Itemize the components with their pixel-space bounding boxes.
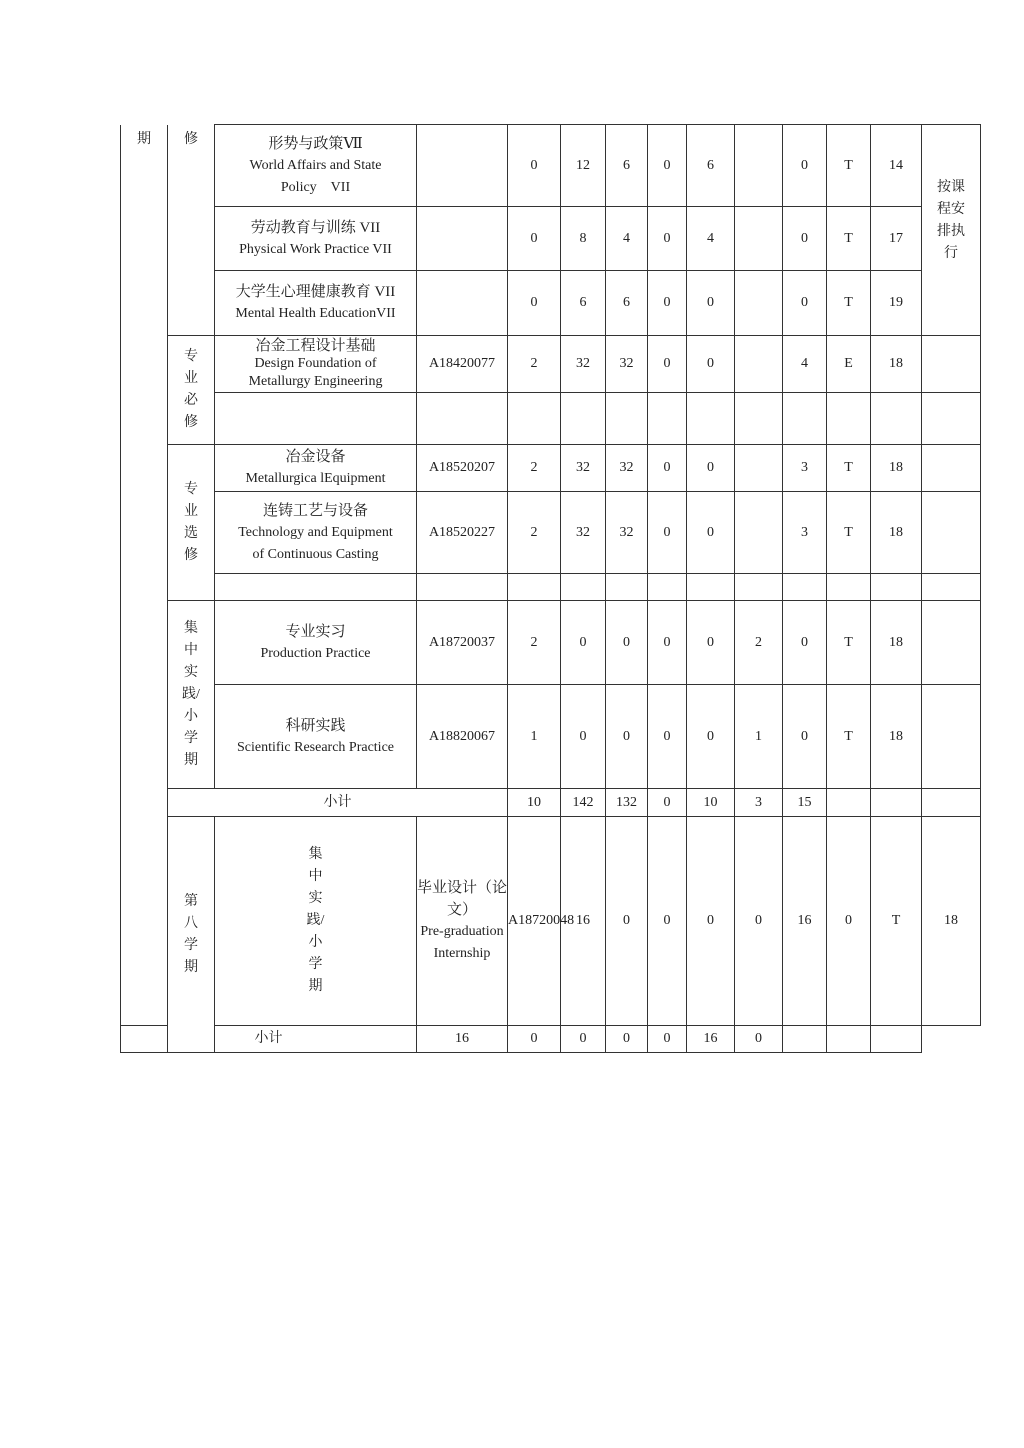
total-hours: 12 — [561, 125, 606, 207]
semester8-cell: 第 八 学 期 — [168, 817, 215, 1053]
credits: 2 — [508, 445, 561, 492]
total-hours: 0 — [606, 817, 648, 1026]
subtotal-lecture-hours: 132 — [606, 789, 648, 817]
course-name: 冶金工程设计基础 Design Foundation of Metallurgy Engineering — [215, 336, 417, 393]
weeks: 18 — [871, 685, 922, 789]
practice-hours: 0 — [687, 685, 735, 789]
category-practice: 集 中 实 践/ 小 学 期 — [215, 817, 417, 1026]
credits: 16 — [561, 817, 606, 1026]
subtotal-practice-weeks: 16 — [687, 1026, 735, 1053]
table-row-empty — [121, 393, 981, 445]
total-hours: 0 — [561, 685, 606, 789]
subtotal-total-hours: 142 — [561, 789, 606, 817]
weeks: 19 — [871, 271, 922, 336]
course-name: 大学生心理健康教育 VII Mental Health EducationVII — [215, 271, 417, 336]
lab-hours: 0 — [648, 271, 687, 336]
table-row — [121, 336, 981, 393]
table-row — [121, 271, 981, 336]
credits: 0 — [508, 207, 561, 271]
course-name: 专业实习 Production Practice — [215, 601, 417, 685]
lecture-hours: 6 — [606, 125, 648, 207]
credits: 0 — [508, 271, 561, 336]
course-name: 形势与政策Ⅶ World Affairs and State Policy VII — [215, 125, 417, 207]
weekly-hours: 3 — [783, 492, 827, 574]
subtotal-total-hours: 0 — [508, 1026, 561, 1053]
subtotal-lab-hours: 0 — [648, 789, 687, 817]
practice-hours: 6 — [687, 125, 735, 207]
lecture-hours: 32 — [606, 445, 648, 492]
practice-hours: 0 — [687, 445, 735, 492]
credits: 1 — [508, 685, 561, 789]
total-hours: 0 — [561, 601, 606, 685]
assessment: E — [827, 336, 871, 393]
lecture-hours: 0 — [606, 601, 648, 685]
subtotal-lecture-hours: 0 — [561, 1026, 606, 1053]
course-code: A18520207 — [417, 445, 508, 492]
credits: 2 — [508, 336, 561, 393]
course-code: A18820067 — [417, 685, 508, 789]
weekly-hours: 3 — [783, 445, 827, 492]
lab-hours: 0 — [648, 207, 687, 271]
lab-hours: 0 — [687, 817, 735, 1026]
assessment: T — [827, 685, 871, 789]
practice-hours: 0 — [687, 271, 735, 336]
table-row — [121, 601, 981, 685]
category-major-required: 专 业 必 修 — [168, 336, 215, 445]
course-name: 冶金设备 Metallurgica lEquipment — [215, 445, 417, 492]
practice-weeks — [735, 207, 783, 271]
category-major-elective: 专 业 选 修 — [168, 445, 215, 601]
subtotal-label: 小计 — [168, 789, 508, 817]
course-code: A18420077 — [417, 336, 508, 393]
note-empty — [922, 336, 981, 393]
total-hours: 32 — [561, 445, 606, 492]
lab-hours: 0 — [648, 445, 687, 492]
practice-hours: 0 — [687, 601, 735, 685]
note-empty — [922, 601, 981, 685]
total-hours: 8 — [561, 207, 606, 271]
weeks: 14 — [871, 125, 922, 207]
subtotal-credits: 16 — [417, 1026, 508, 1053]
practice-weeks — [735, 125, 783, 207]
subtotal-lab-hours: 0 — [606, 1026, 648, 1053]
weekly-hours: 0 — [783, 125, 827, 207]
lab-hours: 0 — [648, 125, 687, 207]
lab-hours: 0 — [648, 601, 687, 685]
course-name: 劳动教育与训练 VII Physical Work Practice VII — [215, 207, 417, 271]
lecture-hours: 0 — [606, 685, 648, 789]
credits: 2 — [508, 601, 561, 685]
weeks: 18 — [922, 817, 981, 1026]
assessment: T — [827, 445, 871, 492]
table-row — [121, 445, 981, 492]
lecture-hours: 32 — [606, 492, 648, 574]
table-row — [121, 207, 981, 271]
course-code — [417, 125, 508, 207]
weekly-hours: 0 — [783, 685, 827, 789]
course-code: A18720037 — [417, 601, 508, 685]
assessment: T — [827, 207, 871, 271]
note-empty — [922, 685, 981, 789]
lecture-hours: 6 — [606, 271, 648, 336]
curriculum-table — [120, 124, 981, 1053]
lab-hours: 0 — [648, 336, 687, 393]
lecture-hours: 0 — [648, 817, 687, 1026]
practice-weeks — [735, 492, 783, 574]
course-code: A18720048 — [508, 817, 561, 1026]
weeks: 18 — [871, 445, 922, 492]
subtotal-practice-hours: 0 — [648, 1026, 687, 1053]
total-hours: 6 — [561, 271, 606, 336]
total-hours: 32 — [561, 336, 606, 393]
weekly-hours: 0 — [783, 601, 827, 685]
practice-hours: 4 — [687, 207, 735, 271]
credits: 2 — [508, 492, 561, 574]
weeks: 18 — [871, 601, 922, 685]
course-code: A18520227 — [417, 492, 508, 574]
assessment: T — [827, 601, 871, 685]
lecture-hours: 32 — [606, 336, 648, 393]
course-name: 连铸工艺与设备 Technology and Equipment of Continuous Casting — [215, 492, 417, 574]
table-row — [121, 685, 981, 789]
practice-weeks: 1 — [735, 685, 783, 789]
subtotal-weekly-hours: 15 — [783, 789, 827, 817]
weekly-hours: 0 — [827, 817, 871, 1026]
table-row-empty — [121, 574, 981, 601]
practice-hours: 0 — [735, 817, 783, 1026]
total-hours: 32 — [561, 492, 606, 574]
category-practice: 集 中 实 践/ 小 学 期 — [168, 601, 215, 789]
semester7-cell: 期 — [121, 125, 168, 1026]
practice-hours: 0 — [687, 492, 735, 574]
note-empty — [922, 445, 981, 492]
subtotal-weekly-hours: 0 — [735, 1026, 783, 1053]
subtotal-practice-weeks: 3 — [735, 789, 783, 817]
weekly-hours: 0 — [783, 207, 827, 271]
note-cell: 按课 程安 排执 行 — [922, 125, 981, 336]
practice-weeks — [735, 445, 783, 492]
weekly-hours: 0 — [783, 271, 827, 336]
note-empty — [922, 492, 981, 574]
weeks: 17 — [871, 207, 922, 271]
course-code — [417, 271, 508, 336]
table-row — [121, 492, 981, 574]
practice-weeks — [735, 271, 783, 336]
table-row — [121, 817, 981, 1026]
subtotal-practice-hours: 10 — [687, 789, 735, 817]
weeks: 18 — [871, 336, 922, 393]
practice-weeks: 2 — [735, 601, 783, 685]
table-row — [121, 125, 981, 207]
lecture-hours: 4 — [606, 207, 648, 271]
assessment: T — [827, 125, 871, 207]
lab-hours: 0 — [648, 492, 687, 574]
subtotal-credits: 10 — [508, 789, 561, 817]
assessment: T — [871, 817, 922, 1026]
assessment: T — [827, 492, 871, 574]
weekly-hours: 4 — [783, 336, 827, 393]
subtotal-row — [121, 1026, 981, 1053]
public-required-cell: 修 — [168, 125, 215, 336]
assessment: T — [827, 271, 871, 336]
course-code — [417, 207, 508, 271]
course-name: 毕业设计（论文） Pre-graduation Internship — [417, 817, 508, 1026]
practice-weeks: 16 — [783, 817, 827, 1026]
subtotal-label: 小计 — [121, 1026, 417, 1053]
practice-weeks — [735, 336, 783, 393]
credits: 0 — [508, 125, 561, 207]
practice-hours: 0 — [687, 336, 735, 393]
subtotal-row — [121, 789, 981, 817]
weeks: 18 — [871, 492, 922, 574]
lab-hours: 0 — [648, 685, 687, 789]
course-name: 科研实践 Scientific Research Practice — [215, 685, 417, 789]
